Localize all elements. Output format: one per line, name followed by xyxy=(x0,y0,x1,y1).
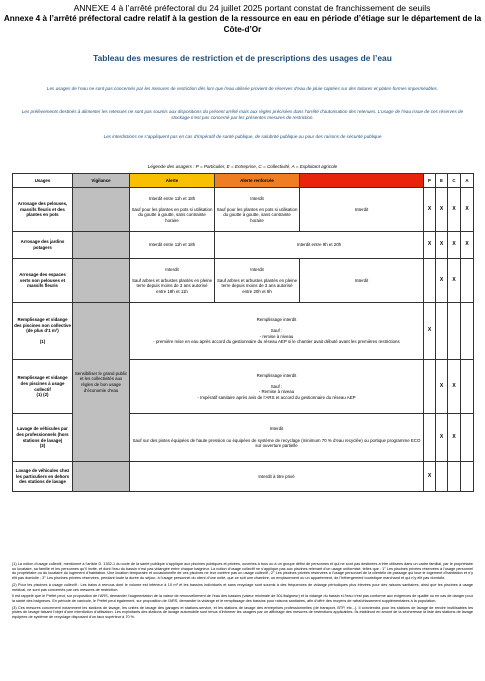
alerte-cell: Interdit Sauf arbres et arbustes plantés en pleine terre depuis moins de 3 ans autorisé entre 18h et 11h xyxy=(130,259,215,303)
usage-cell: Remplissage et vidange des piscines à usage collectif (1) (2) xyxy=(13,360,73,414)
intro-paragraph-exceptions: Les interdictions ne s’appliquent pas en cas d’impératif de santé publique, de salubrité publique ou pour des raisons de sécurité publique xyxy=(103,134,382,139)
user-c-cell: X xyxy=(448,232,461,259)
user-a-cell xyxy=(461,259,474,303)
usage-cell: Arrosage des espaces verts non pelouses et massifs fleuris xyxy=(13,259,73,303)
vigilance-cell xyxy=(73,232,130,259)
footnote-1: (1) La notion d’usage collectif, mentionné à l’article D. 1332-1 du code de la santé publique s’applique aux piscines publiques et privées, ouvertes à tous ou à un groupe défini de personnes et qui ne sont pas destinées à être utilisées dans un cadre familial, par le propriétaire ou locataire, sa famille et les personnes qu’il invite, et dont l’eau du bassin n’est pas vidangée entre chaque baigneur. La notion d’usage collectif ne s’applique pas aux piscines relevant d’un usage uniformisé, telles que : 1° Les piscines privées réservées à l’usage personnel du propriétaire ou du locataire du logement d’habitation. Une location temporaire et occasionnelle de ces piscines ne leur confère pas un usage collectif ; 2° Les piscines privées réservées à l’usage personnel de la clientèle de passage qui loue le logement d’habitation et n’y élit pas domicile ; 3° Les piscines privées réservées, pendant toute la durée du séjour, à l’usage personnel du client d’une unité, que ce soit une chambre, un emplacement ou un appartement, de l’hébergement touristique marchand et qui n’y élit pas domicile. xyxy=(12,562,473,581)
user-p-cell: X xyxy=(424,462,436,492)
user-a-cell: X xyxy=(461,188,474,232)
header-crise: Crise xyxy=(300,174,424,188)
table-body xyxy=(13,188,474,492)
alerte-renforcee-cell: Interdit Sauf arbres et arbustes plantés en pleine terre depuis moins de 3 ans autorisé entre 20h et 9h xyxy=(215,259,300,303)
user-e-cell: X xyxy=(436,232,448,259)
header-a: A xyxy=(461,174,474,188)
alerte-renforcee-cell: Interdit Sauf pour les plantes en pots si utilisation du goutte à goutte, sans contrainte horaire xyxy=(215,188,300,232)
user-c-cell: X xyxy=(448,259,461,303)
user-e-cell: X xyxy=(436,188,448,232)
user-p-cell xyxy=(424,360,436,414)
header-p: P xyxy=(424,174,436,188)
measure-cell: Interdit à titre privé xyxy=(130,462,424,492)
vigilance-cell xyxy=(73,188,130,232)
table-row xyxy=(13,232,474,259)
user-p-cell: X xyxy=(424,303,436,360)
header-vigilance: Vigilance xyxy=(73,174,130,188)
vigilance-cell xyxy=(73,462,130,492)
intro-paragraph-reservoirs: Les prélèvements destinés à alimenter les retenues ne sont pas soumis aux dispositions du présent arrêté mais aux règles précisées dans l’arrêté d’autorisation des retenues. L’usage de l’eau issue de ces réserves de stockage n’est pas concerné par les présentes mesures de restriction. xyxy=(21,109,464,120)
usage-cell: Remplissage et vidange des piscines non collective (de plus d’1 m³) (1) xyxy=(13,303,73,360)
user-c-cell: X xyxy=(448,188,461,232)
user-e-cell: X xyxy=(436,414,448,462)
crise-cell: Interdit xyxy=(300,188,424,232)
user-a-cell: X xyxy=(461,232,474,259)
user-a-cell xyxy=(461,360,474,414)
table-header-row xyxy=(13,174,474,188)
vigilance-cell: Sensibiliser le grand public et les collectivités aux règles de bon usage d’économie d’eau xyxy=(73,303,130,462)
intro-paragraph-rainwater: Les usages de l’eau ne sont pas concernés par les mesures de restriction dès lors que l’eau utilisée provient de réserves d’eau de pluie captées sur des toitures et plates-formes imperméables. xyxy=(46,86,439,91)
footnote-3: (3) Ces mesures concernent notamment les stations de lavage, les unités de lavage des garages et stations-service, et les stations de lavage des entreprises professionnelles (de transport, BTP, etc...). Il conviendra pour les stations de lavage de rendre inutilisables les pistes de lavage faisant l’objet d’une interdiction d’utilisation. Les exploitants des stations de lavage automobile sont tenus d’informer les usagers par un affichage des mesures de restrictions applicables. Ils établiront en amont de la sécheresse la liste des stations de lavage équipées de système de recyclage disposant d’un taux supérieur à 70 %. xyxy=(12,605,473,620)
table-row xyxy=(13,259,474,303)
user-p-cell xyxy=(424,414,436,462)
user-p-cell: X xyxy=(424,188,436,232)
usage-cell: Arrosage des pelouses, massifs fleuris et des plantes en pots xyxy=(13,188,73,232)
restrictions-table xyxy=(12,173,474,492)
header-alerte-renforcee: Alerte renforcée xyxy=(215,174,300,188)
user-e-cell xyxy=(436,462,448,492)
footnotes xyxy=(12,562,473,622)
footnote-2b: Il est rappelé que le Préfet peut, sur proposition de l’ARS, demander l’augmentation de la valeur de renouvellement de l’eau des bassins (valeur minimale de 30L/baigneur) et la vidange du bassin si l’eau n’est pas conforme aux exigences de qualité ou en cas de danger pour la santé des baigneurs. En période de canicule, le Préfet peut également, sur proposition de l’ARS, demander la vidange et le remplissage des bassins pour raisons sanitaires, afin d’offrir des moyens de rafraîchissement supplémentaires à la population. xyxy=(12,594,473,603)
table-title: Tableau des mesures de restriction et de prescriptions des usages de l’eau xyxy=(93,53,392,63)
annex-title: Annexe 4 à l’arrêté préfectoral cadre relatif à la gestion de la ressource en eau en période d’étiage sur le département de la Côte-d’Or xyxy=(3,14,482,34)
usage-cell: Lavage de véhicules chez les particuliers en dehors des stations de lavage xyxy=(13,462,73,492)
crise-cell: Interdit xyxy=(300,259,424,303)
user-p-cell: X xyxy=(424,232,436,259)
users-legend: Légende des usagers : P = Particulier, E = Entreprise, C = Collectivité, A = Exploitant agricole xyxy=(147,164,338,169)
alerte-renforcee-cell: Interdit entre 9h et 20h xyxy=(215,232,424,259)
header-c: C xyxy=(448,174,461,188)
user-a-cell xyxy=(461,462,474,492)
header-usages: Usages xyxy=(13,174,73,188)
user-a-cell xyxy=(461,414,474,462)
user-c-cell xyxy=(448,462,461,492)
usage-cell: Arrosage des jardins potagers xyxy=(13,232,73,259)
user-e-cell: X xyxy=(436,360,448,414)
alerte-cell: Interdit entre 11h et 18h Sauf pour les plantes en pots si utilisation du goutte à goutte, sans contrainte horaire xyxy=(130,188,215,232)
footnote-2: (2) Pour les piscines à usage collectif : Les bains à remous dont le volume est inférieur à 10 m³ et les bassins individuels et sans recyclage sont soumis à des fréquences de vidange périodiques plus élevées pour des raisons sanitaires, ainsi que les piscines à usage médical, ne sont pas concernés par ces mesures de restriction. xyxy=(12,582,473,592)
user-e-cell xyxy=(436,303,448,360)
table-row xyxy=(13,303,474,360)
measure-cell: Remplissage interdit Sauf : - remise à niveau - première mise en eau après accord du gestionnaire du réseau AEP si le chantier avait débuté avant les premières restrictions xyxy=(130,303,424,360)
user-e-cell: X xyxy=(436,259,448,303)
user-p-cell xyxy=(424,259,436,303)
table-row xyxy=(13,188,474,232)
header-alerte: Alerte xyxy=(130,174,215,188)
usage-cell: Lavage de véhicules par des professionnels (hors stations de lavage) (3) xyxy=(13,414,73,462)
table-row xyxy=(13,462,474,492)
user-c-cell: X xyxy=(448,414,461,462)
user-c-cell xyxy=(448,303,461,360)
alerte-cell: Interdit entre 11h et 18h xyxy=(130,232,215,259)
decree-title: ANNEXE 4 à l’arrêté préfectoral du 24 juillet 2025 portant constat de franchissement de seuils xyxy=(73,3,431,13)
measure-cell: Interdit Sauf sur des pistes équipées de haute pression ou équipées de système de recyclage (minimum 70 % d’eau recyclée) ou portique programme ECO sur ouverture partielle xyxy=(130,414,424,462)
user-c-cell: X xyxy=(448,360,461,414)
measure-cell: Remplissage interdit Sauf : - Remise à niveau - Impératif sanitaire après avis de l’ARS et accord du gestionnaire du réseau AEP xyxy=(130,360,424,414)
vigilance-cell xyxy=(73,259,130,303)
user-a-cell xyxy=(461,303,474,360)
header-e: E xyxy=(436,174,448,188)
